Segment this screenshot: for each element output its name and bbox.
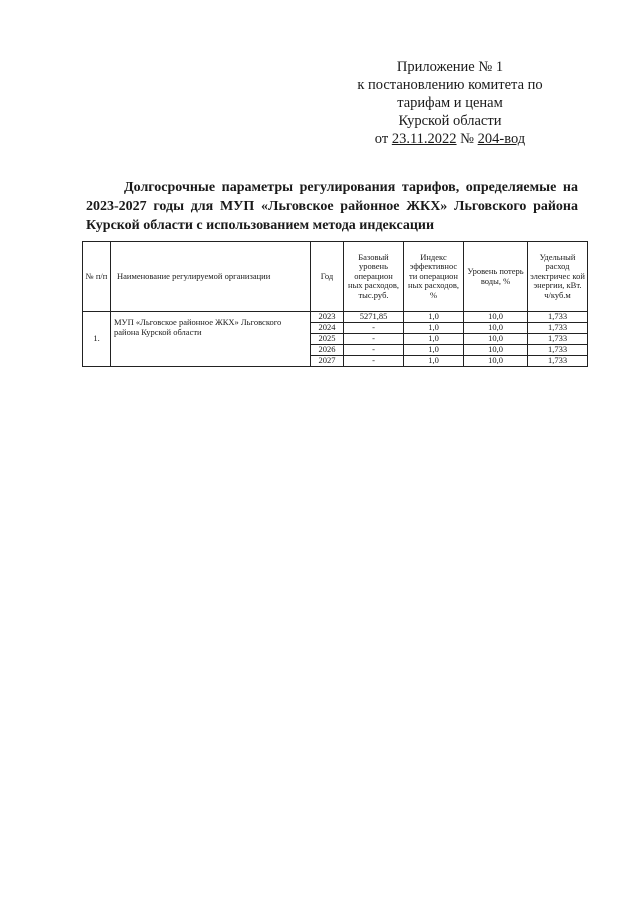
cell-base-opex: 5271,85 bbox=[344, 312, 404, 323]
cell-efficiency-index: 1,0 bbox=[404, 345, 464, 356]
appendix-committee: тарифам и ценам bbox=[397, 95, 503, 111]
organization-name: МУП «Льговское районное ЖКХ» Льговского района Курской области bbox=[111, 312, 311, 367]
header-num: № п/п bbox=[83, 242, 111, 312]
cell-energy: 1,733 bbox=[528, 345, 588, 356]
header-org: Наименование регулируемой организации bbox=[111, 242, 311, 312]
cell-base-opex: - bbox=[344, 345, 404, 356]
cell-base-opex: - bbox=[344, 334, 404, 345]
header-energy-consumption: Удельный расход электричес кой энергии, кВт. ч/куб.м bbox=[528, 242, 588, 312]
cell-water-loss: 10,0 bbox=[464, 356, 528, 367]
date-prefix: от bbox=[374, 131, 392, 147]
cell-energy: 1,733 bbox=[528, 312, 588, 323]
header-efficiency-index: Индекс эффективнос ти операцион ных расходов, % bbox=[404, 242, 464, 312]
resolution-number: 204-вод bbox=[477, 131, 526, 147]
appendix-title: Приложение № 1 bbox=[396, 59, 504, 75]
parameters-table bbox=[82, 241, 588, 367]
header-year: Год bbox=[311, 242, 344, 312]
cell-water-loss: 10,0 bbox=[464, 323, 528, 334]
table-header-row bbox=[83, 242, 588, 312]
cell-efficiency-index: 1,0 bbox=[404, 356, 464, 367]
appendix-date-line bbox=[330, 130, 570, 148]
appendix-resolution: к постановлению комитета по bbox=[357, 77, 543, 93]
row-number: 1. bbox=[83, 312, 111, 367]
cell-efficiency-index: 1,0 bbox=[404, 312, 464, 323]
cell-energy: 1,733 bbox=[528, 334, 588, 345]
appendix-header bbox=[330, 58, 570, 148]
cell-base-opex: - bbox=[344, 356, 404, 367]
appendix-region: Курской области bbox=[398, 113, 502, 129]
cell-year: 2025 bbox=[311, 334, 344, 345]
cell-water-loss: 10,0 bbox=[464, 345, 528, 356]
cell-efficiency-index: 1,0 bbox=[404, 334, 464, 345]
cell-efficiency-index: 1,0 bbox=[404, 323, 464, 334]
number-prefix: № bbox=[456, 131, 478, 147]
cell-energy: 1,733 bbox=[528, 323, 588, 334]
header-water-loss: Уровень потерь воды, % bbox=[464, 242, 528, 312]
cell-water-loss: 10,0 bbox=[464, 334, 528, 345]
cell-year: 2027 bbox=[311, 356, 344, 367]
cell-year: 2026 bbox=[311, 345, 344, 356]
header-base-opex: Базовый уровень операцион ных расходов, тыс.руб. bbox=[344, 242, 404, 312]
resolution-date: 23.11.2022 bbox=[391, 131, 457, 147]
cell-year: 2024 bbox=[311, 323, 344, 334]
cell-base-opex: - bbox=[344, 323, 404, 334]
table-row bbox=[83, 312, 588, 323]
document-title: Долгосрочные параметры регулирования тарифов, определяемые на 2023-2027 годы для МУП «Льговское районное ЖКХ» Льговского района Курской области с использованием метода индексации bbox=[86, 180, 578, 233]
cell-water-loss: 10,0 bbox=[464, 312, 528, 323]
cell-energy: 1,733 bbox=[528, 356, 588, 367]
cell-year: 2023 bbox=[311, 312, 344, 323]
